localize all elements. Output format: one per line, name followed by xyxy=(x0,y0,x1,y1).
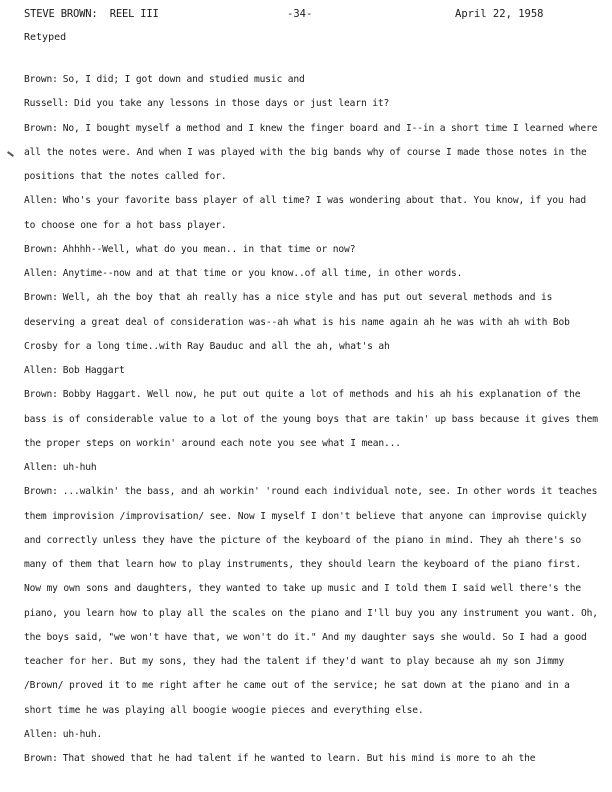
utterance-text: Ahhhh--Well, what do you mean.. in that time or now? xyxy=(62,243,356,255)
speaker-name: Brown: xyxy=(24,74,58,85)
transcript-line xyxy=(24,189,600,238)
page-number: -34- xyxy=(287,8,313,20)
transcript-line xyxy=(24,286,600,359)
utterance-text: Who's your favorite bass player of all time? I was wondering about that. You know, if you had to choose one for a hot bass player. xyxy=(24,195,586,231)
speaker-name: Brown: xyxy=(24,753,58,764)
speaker-name: Brown: xyxy=(24,486,58,498)
speaker-name: Allen: xyxy=(24,365,58,376)
utterance-text: Well, ah the boy that ah really has a nice style and has put out several methods and is deserving a great deal of consideration was--ah what is his name again ah he was with ah with Bob Crosby for a long time..with Ray Bauduc and all the ah, what's ah xyxy=(24,292,570,352)
utterance-text: Did you take any lessons in those days or just learn it? xyxy=(74,98,390,110)
transcript-line xyxy=(24,238,600,262)
transcript-body xyxy=(24,68,600,771)
transcript-line xyxy=(24,747,600,771)
transcript-line xyxy=(24,480,600,723)
utterance-text: Bob Haggart xyxy=(62,365,125,376)
header-date: April 22, 1958 xyxy=(455,8,544,20)
retyped-note: Retyped xyxy=(24,32,67,43)
transcript-line xyxy=(24,92,600,116)
utterance-text: No, I bought myself a method and I knew the finger board and I--in a short time I learned where all the notes were. And when I was played with the big bands why of course I made those notes in the positions that the notes called for. xyxy=(24,122,598,182)
utterance-text: Anytime--now and at that time or you know..of all time, in other words. xyxy=(62,268,463,279)
header-title: STEVE BROWN: REEL III xyxy=(24,8,159,20)
speaker-name: Brown: xyxy=(24,122,58,134)
utterance-text: That showed that he had talent if he wanted to learn. But his mind is more to ah the xyxy=(62,753,536,764)
utterance-text: ...walkin' the bass, and ah workin' 'round each individual note, see. In other words it teaches them improvision /improvisation/ see. Now I myself I don't believe that anyone can improvise quickly and correctly unless they have the picture of the keyboard of the piano in mind. They ah there's so many of them that learn how to play instruments, they should learn the keyboard of the piano first. Now my own sons and daughters, they wanted to take up music and I told them I said well there's the piano, you learn how to play all the scales on the piano and I'll buy you any instrument you want. Oh, the boys said, "we won't have that, we won't do it." And my daughter says she would. So I had a good teacher for her. But my sons, they had the talent if they'd want to play because ah my son Jimmy /Brown/ proved it to me right after he came out of the service; he sat down at the piano and in a short time he was playing all boogie woogie pieces and everything else. xyxy=(24,486,598,716)
speaker-name: Brown: xyxy=(24,243,58,255)
speaker-name: Brown: xyxy=(24,389,58,401)
transcript-line xyxy=(24,117,600,190)
utterance-text: So, I did; I got down and studied music and xyxy=(62,74,305,85)
speaker-name: Allen: xyxy=(24,728,58,740)
utterance-text: uh-huh xyxy=(62,462,97,473)
stray-pen-mark xyxy=(7,151,14,157)
transcript-line xyxy=(24,723,600,747)
speaker-name: Allen: xyxy=(24,195,58,207)
speaker-name: Allen: xyxy=(24,462,58,473)
utterance-text: uh-huh. xyxy=(62,728,103,740)
utterance-text: Bobby Haggart. Well now, he put out quite a lot of methods and his ah his explanation of the bass is of considerable value to a lot of the young boys that are takin' up bass because it gives them the proper steps on workin' around each note you see what I mean... xyxy=(24,389,598,449)
speaker-name: Brown: xyxy=(24,292,58,304)
transcript-line xyxy=(24,262,600,286)
transcript-line xyxy=(24,456,600,480)
transcript-line xyxy=(24,359,600,383)
speaker-name: Allen: xyxy=(24,268,58,279)
transcript-line xyxy=(24,383,600,456)
speaker-name: Russell: xyxy=(24,98,70,110)
transcript-line xyxy=(24,68,600,92)
